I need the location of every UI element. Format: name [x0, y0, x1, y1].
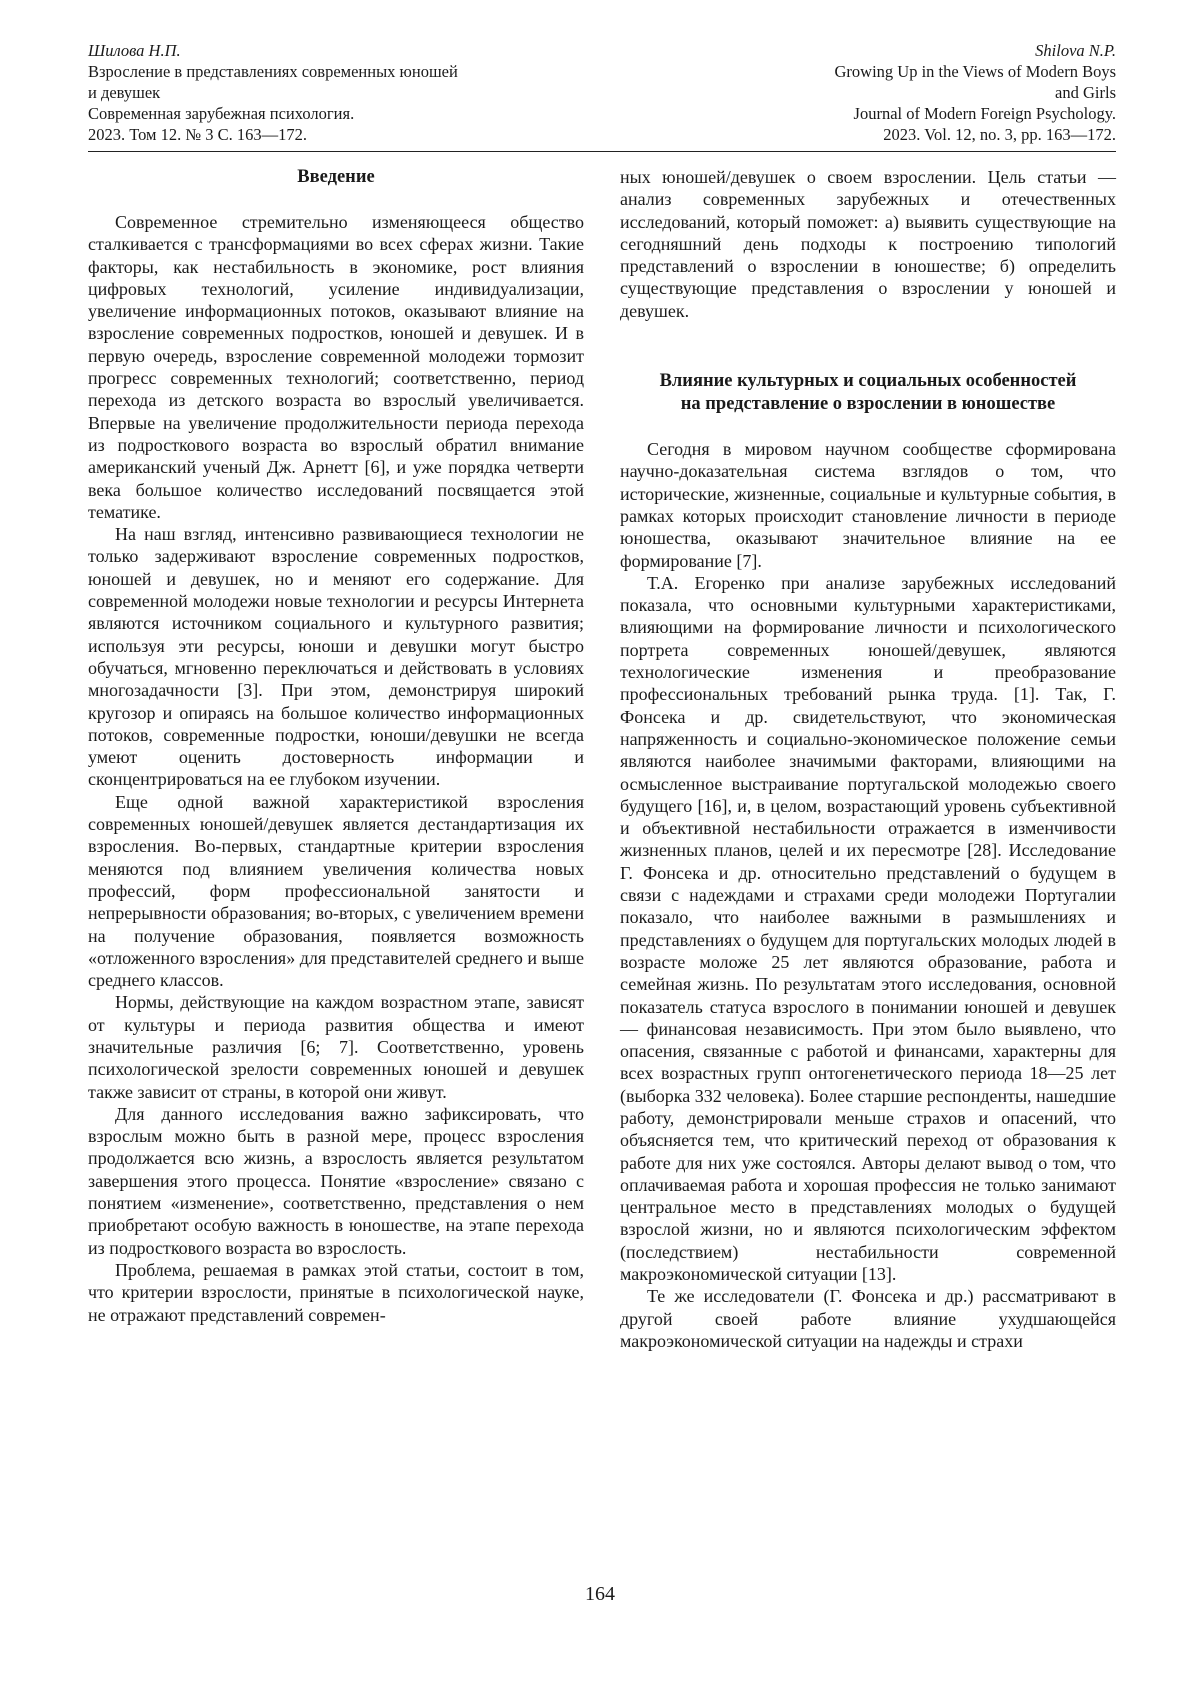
left-column [88, 166, 584, 1326]
header-journal-ru: Современная зарубежная психология. [88, 104, 355, 123]
page-number: 164 [585, 1583, 615, 1605]
paragraph: Современное стремительно изменяющееся общество сталкивается с трансформациями во всех сферах жизни. Такие факторы, как нестабильность в экономике, рост влияния цифровых технологий, усиление индивидуализации, увеличение информационных потоков, оказывают влияние на взросление современных подростков, юношей и девушек. И в первую очередь, взросление современной молодежи тормозит прогресс современных технологий; соответственно, период перехода из детского возраста во взрослый увеличивается. Впервые на увеличение продолжительности периода перехода из подросткового возраста во взрослый обратил внимание американский ученый Дж. Арнетт [6], и уже порядка четверти века большое количество исследований посвящается этой тематике. [88, 212, 584, 522]
header-english [835, 40, 1116, 145]
paragraph: Проблема, решаемая в рамках этой статьи, состоит в том, что критерии взрослости, принятые в психологической науке, не отражают представлений современ- [88, 1259, 584, 1325]
paragraph: Нормы, действующие на каждом возрастном этапе, зависят от культуры и периода развития общества и имеют значительные различия [6; 7]. Соответственно, уровень психологической зрелости современных юношей и девушек также зависит от страны, в которой они живут. [88, 992, 584, 1102]
section-heading-introduction: Введение [297, 167, 375, 187]
header-divider [88, 151, 1116, 152]
running-header [88, 40, 1116, 145]
header-author-en: Shilova N.P. [1035, 41, 1116, 60]
paragraph-continuation: ных юношей/девушек о своем взрослении. Цель статьи — анализ современных зарубежных и отечественных исследований, который поможет: а) выявить существующие на сегодняшний день подходы к построению типологий представлений о взрослении в юношестве; б) определить существующие представления о взрослении у юношей и девушек. [620, 167, 1116, 321]
header-issue-en: 2023. Vol. 12, no. 3, pp. 163—172. [883, 125, 1116, 144]
paragraph: Еще одной важной характеристикой взросления современных юношей/девушек является дестандартизация их взросления. Во-первых, стандартные критерии взросления меняются под влиянием увеличения количества новых профессий, форм профессиональной занятости и непрерывности образования; во-вторых, с увеличением времени на получение образования, появляется возможность «отложенного взросления» для представителей среднего и выше среднего классов. [88, 791, 584, 991]
header-issue-ru: 2023. Том 12. № 3 С. 163—172. [88, 125, 307, 144]
header-title-ru-line2: и девушек [88, 83, 161, 102]
paragraph: Т.А. Егоренко при анализе зарубежных исследований показала, что основными культурными характеристиками, влияющими на формирование личности и психологического портрета современных юношей/девушек, являются технологические изменения и преобразование профессиональных требований рынка труда. [1]. Так, Г. Фонсека и др. свидетельствуют, что экономическая напряженность и социально-экономическое положение семьи являются наиболее значимыми факторами, влияющими на осмысленное выстраивание португальской молодежью своего будущего [16], и, в целом, возрастающий уровень субъективной и объективной нестабильности отражается в изменчивости жизненных планов, целей и их пересмотре [28]. Исследование Г. Фонсека и др. относительно представлений о будущем в связи с надеждами и страхами среди молодежи Португалии показало, что наиболее важными в размышлениях и представлениях о будущем для португальских молодых людей в возрасте моложе 25 лет являются образование, работа и семейная жизнь. По результатам этого исследования, основной показатель статуса взрослого в понимании юношей и девушек — финансовая независимость. При этом было выявлено, что опасения, связанные с работой и финансами, характерны для всех возрастных групп онтогенетического периода 18—25 лет (выборка 332 человека). Более старшие респонденты, нашедшие работу, демонстрировали меньше страхов и опасений, что объясняется тем, что критический переход от образования к работе для них уже состоялся. Авторы делают вывод о том, что оплачиваемая работа и хорошая профессия не только занимают центральное место в представлениях молодых о будущей взрослой жизни, но и являются психологическим эффектом (последствием) нестабильности современной макроэкономической ситуации [13]. [620, 572, 1116, 1285]
paragraph: На наш взгляд, интенсивно развивающиеся технологии не только задерживают взросление современных подростков, юношей и девушек, но и меняют его содержание. Для современной молодежи новые технологии и ресурсы Интернета являются источником социального и культурного развития; используя эти ресурсы, юноши и девушки могут быстро обучаться, мгновенно переключаться и действовать в условиях многозадачности [3]. При этом, демонстрируя широкий кругозор и опираясь на большое количество информационных потоков, современные подростки, юноши/девушки не всегда умеют оценить достоверность информации и сконцентрироваться на ее глубоком изучении. [88, 524, 584, 790]
paragraph: Сегодня в мировом научном сообществе сформирована научно-доказательная система взглядов о том, что исторические, жизненные, социальные и культурные события, в рамках которых происходит становление личности в периоде юношества, оказывают значительное влияние на ее формирование [7]. [620, 439, 1116, 571]
header-russian [88, 40, 458, 145]
header-title-en-line2: and Girls [1055, 83, 1116, 102]
header-journal-en: Journal of Modern Foreign Psychology. [853, 104, 1116, 123]
paragraph: Для данного исследования важно зафиксировать, что взрослым можно быть в разной мере, процесс взросления продолжается всю жизнь, а взрослость является результатом завершения этого процесса. Понятие «взросление» связано с понятием «изменение», соответственно, представления о нем приобретают особую важность в юношестве, на этапе перехода из подросткового возраста во взрослость. [88, 1103, 584, 1258]
header-author-ru: Шилова Н.П. [88, 41, 181, 60]
section-heading-line2: на представление о взрослении в юношестве [680, 394, 1056, 415]
header-title-ru-line1: Взросление в представлениях современных юношей [88, 62, 458, 81]
section-heading-line1: Влияние культурных и социальных особенностей [659, 371, 1077, 392]
header-title-en-line1: Growing Up in the Views of Modern Boys [834, 62, 1116, 81]
paragraph: Те же исследователи (Г. Фонсека и др.) рассматривают в другой своей работе влияние ухудшающейся макроэкономической ситуации на надежды и страхи [620, 1286, 1116, 1351]
section-heading-culture [620, 370, 1116, 416]
right-column [620, 166, 1116, 1352]
